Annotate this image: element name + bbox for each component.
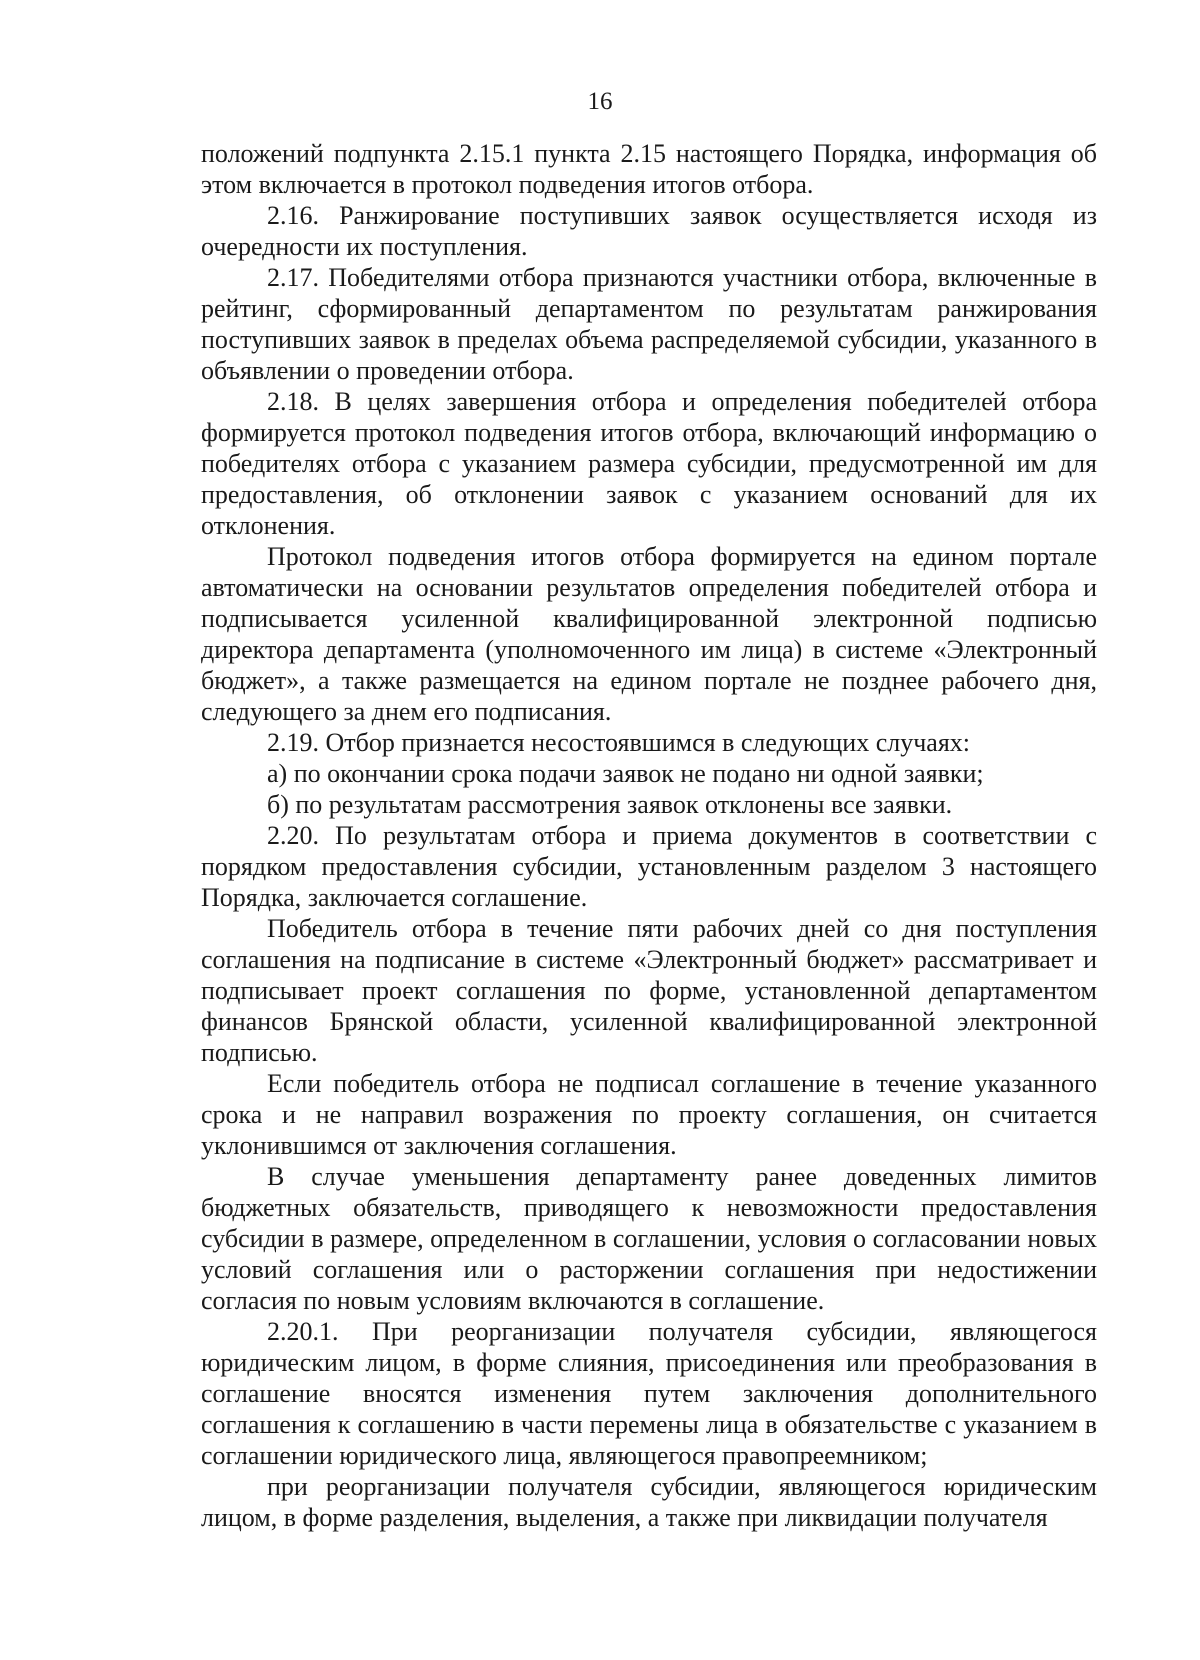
- page-number: 16: [587, 88, 613, 115]
- paragraph-2-18: 2.18. В целях завершения отбора и определения победителей отбора формируется протокол подведения итогов отбора, включающий информацию о победителях отбора с указанием размера субсидии, предусмотренной им для предоставления, об отклонении заявок с указанием оснований для их отклонения.: [201, 387, 1097, 540]
- paragraph-2-20: 2.20. По результатам отбора и приема документов в соответствии с порядком предоставления субсидии, установленным разделом 3 настоящего Порядка, заключается соглашение.: [201, 821, 1097, 912]
- paragraph-2-16: 2.16. Ранжирование поступивших заявок осуществляется исходя из очередности их поступления.: [201, 201, 1097, 261]
- paragraph-protocol: Протокол подведения итогов отбора формируется на едином портале автоматически на основании результатов определения победителей отбора и подписывается усиленной квалифицированной электронной подписью директора департамента (уполномоченного им лица) в системе «Электронный бюджет», а также размещается на едином портале не позднее рабочего дня, следующего за днем его подписания.: [201, 542, 1097, 726]
- paragraph-2-20-1: 2.20.1. При реорганизации получателя субсидии, являющегося юридическим лицом, в форме слияния, присоединения или преобразования в соглашение вносятся изменения путем заключения дополнительного соглашения к соглашению в части перемены лица в обязательстве с указанием в соглашении юридического лица, являющегося правопреемником;: [201, 1317, 1097, 1470]
- document-body: [201, 138, 1097, 1533]
- paragraph-2-19-a: а) по окончании срока подачи заявок не подано ни одной заявки;: [267, 759, 984, 788]
- paragraph-2-17: 2.17. Победителями отбора признаются участники отбора, включенные в рейтинг, сформированный департаментом по результатам ранжирования поступивших заявок в пределах объема распределяемой субсидии, указанного в объявлении о проведении отбора.: [201, 263, 1097, 385]
- paragraph-winner-signing: Победитель отбора в течение пяти рабочих дней со дня поступления соглашения на подписание в системе «Электронный бюджет» рассматривает и подписывает проект соглашения по форме, установленной департаментом финансов Брянской области, усиленной квалифицированной электронной подписью.: [201, 914, 1097, 1067]
- paragraph-evasion: Если победитель отбора не подписал соглашение в течение указанного срока и не направил возражения по проекту соглашения, он считается уклонившимся от заключения соглашения.: [201, 1069, 1097, 1160]
- paragraph-2-19-b: б) по результатам рассмотрения заявок отклонены все заявки.: [267, 790, 953, 819]
- paragraph-2-19: 2.19. Отбор признается несостоявшимся в следующих случаях:: [267, 728, 971, 757]
- paragraph-continuation: положений подпункта 2.15.1 пункта 2.15 настоящего Порядка, информация об этом включается в протокол подведения итогов отбора.: [201, 139, 1097, 199]
- paragraph-reorganization: при реорганизации получателя субсидии, являющегося юридическим лицом, в форме разделения, выделения, а также при ликвидации получателя: [201, 1472, 1097, 1532]
- paragraph-limits-reduction: В случае уменьшения департаменту ранее доведенных лимитов бюджетных обязательств, приводящего к невозможности предоставления субсидии в размере, определенном в соглашении, условия о согласовании новых условий соглашения или о расторжении соглашения при недостижении согласия по новым условиям включаются в соглашение.: [201, 1162, 1097, 1315]
